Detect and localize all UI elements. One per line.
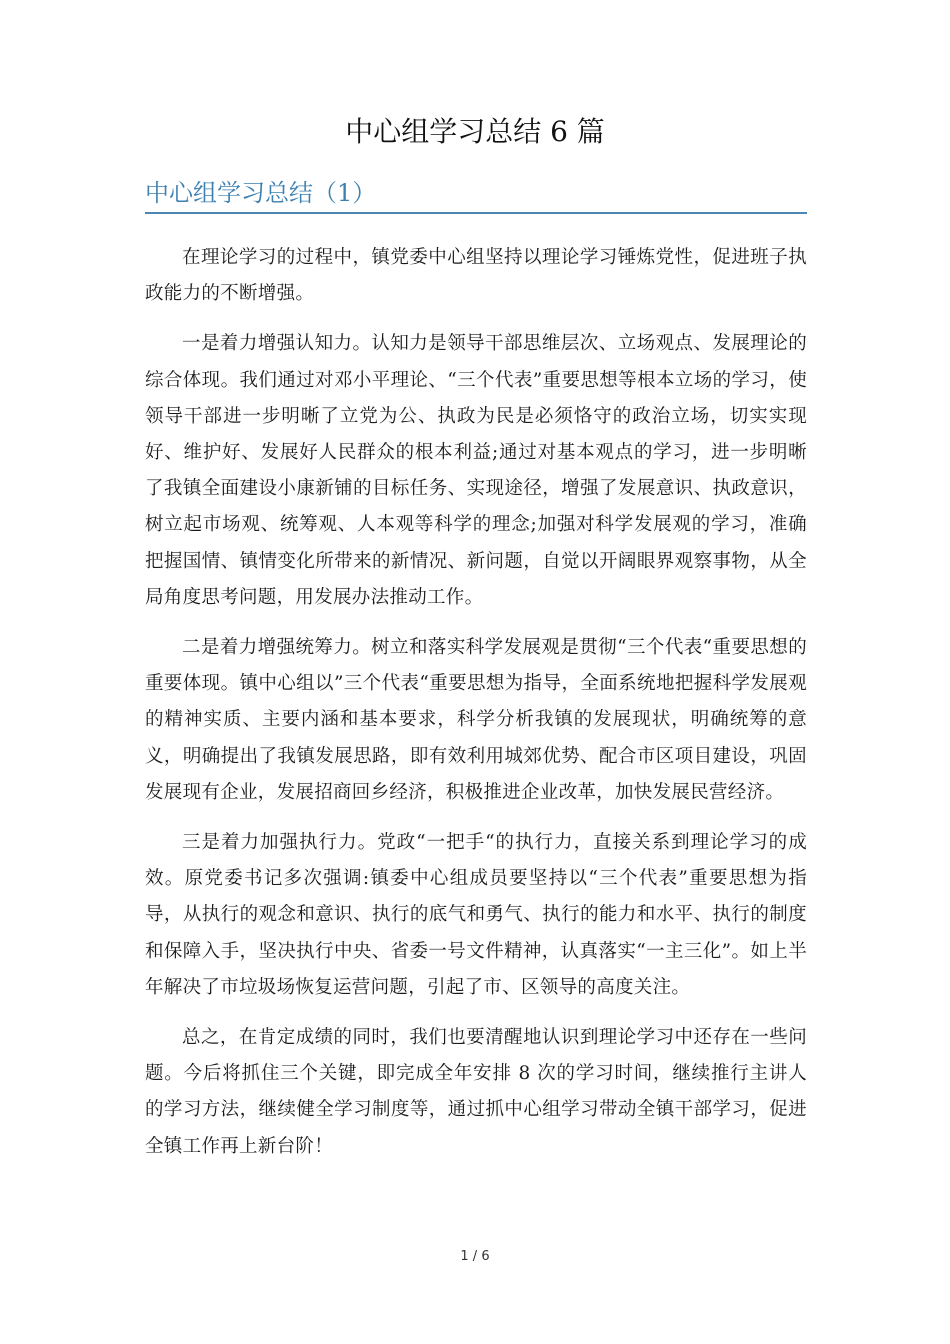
page-number: 1 / 6 [460, 1249, 490, 1264]
paragraph-execution: 三是着力加强执行力。党政“一把手“的执行力，直接关系到理论学习的成效。原党委书记多次强调:镇委中心组成员要坚持以“三个代表”重要思想为指导，从执行的观念和意识、执行的底气和勇气、执行的能力和水平、执行的制度和保障入手，坚决执行中央、省委一号文件精神，认真落实“一主三化”。如上半年解决了市垃圾场恢复运营问题，引起了市、区领导的高度关注。 [145, 832, 807, 998]
section-heading: 中心组学习总结（1） [145, 176, 807, 214]
paragraph-coordination: 二是着力增强统筹力。树立和落实科学发展观是贯彻“三个代表“重要思想的重要体现。镇中心组以”三个代表“重要思想为指导，全面系统地把握科学发展观的精神实质、主要内涵和基本要求，科学分析我镇的发展现状，明确统筹的意义，明确提出了我镇发展思路，即有效利用城郊优势、配合市区项目建设，巩固发展现有企业，发展招商回乡经济，积极推进企业改革，加快发展民营经济。 [145, 637, 807, 803]
paragraph-cognition: 一是着力增强认知力。认知力是领导干部思维层次、立场观点、发展理论的综合体现。我们通过对邓小平理论、“三个代表”重要思想等根本立场的学习，使领导干部进一步明晰了立党为公、执政为民是必须恪守的政治立场，切实实现好、维护好、发展好人民群众的根本利益;通过对基本观点的学习，进一步明晰了我镇全面建设小康新铺的目标任务、实现途径，增强了发展意识、执政意识，树立起市场观、统筹观、人本观等科学的理念;加强对科学发展观的学习，准确把握国情、镇情变化所带来的新情况、新问题，自觉以开阔眼界观察事物，从全局角度思考问题，用发展办法推动工作。 [145, 333, 807, 608]
paragraph-intro: 在理论学习的过程中，镇党委中心组坚持以理论学习锤炼党性，促进班子执政能力的不断增强。 [145, 247, 807, 305]
document-title: 中心组学习总结 6 篇 [345, 115, 605, 148]
document-body [145, 240, 807, 1179]
paragraph-conclusion: 总之，在肯定成绩的同时，我们也要清醒地认识到理论学习中还存在一些问题。今后将抓住三个关键，即完成全年安排 8 次的学习时间，继续推行主讲人的学习方法，继续健全学习制度等，通过抓中心组学习带动全镇干部学习，促进全镇工作再上新台阶！ [145, 1027, 807, 1157]
